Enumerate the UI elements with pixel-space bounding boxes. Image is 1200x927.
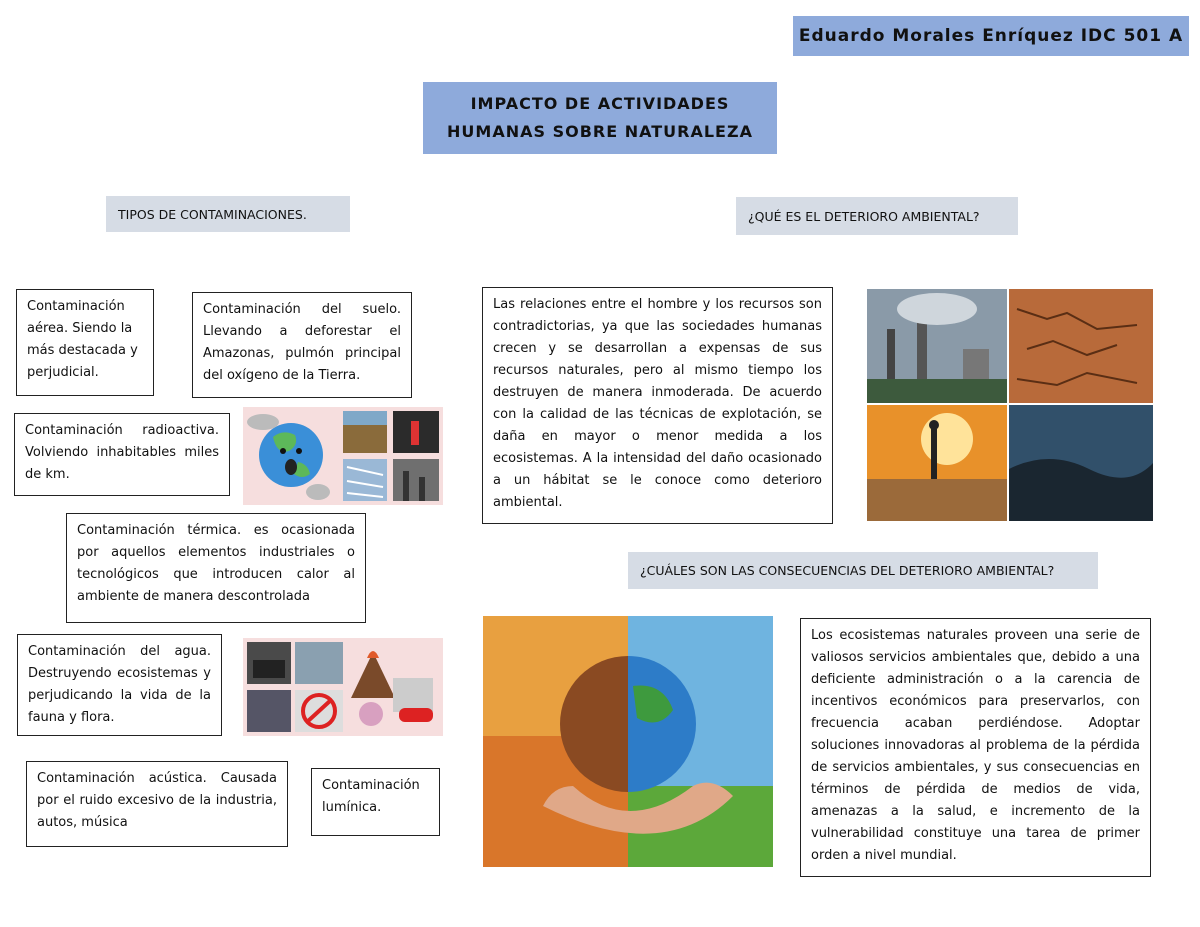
page-title	[423, 82, 777, 154]
text-deterioro: Las relaciones entre el hombre y los recursos son contradictorias, ya que las sociedades humanas crecen y se desarrollan a expensas de sus recursos naturales, pero al mismo tiempo los destruyen de manera inmoderada. De acuerdo con la calidad de las técnicas de explotación, se daña en mayor o menor medida a los ecosistemas. A la intensidad del daño ocasionado a un hábitat se le conoce como deterioro ambiental.	[493, 297, 822, 510]
box-aerea	[16, 289, 154, 396]
pollution-collage-image	[243, 407, 443, 505]
section-consecuencias-label: ¿CUÁLES SON LAS CONSECUENCIAS DEL DETERIORO AMBIENTAL?	[640, 563, 1055, 578]
text-suelo: Contaminación del suelo. Llevando a deforestar el Amazonas, pulmón principal del oxígeno de la Tierra.	[203, 302, 401, 383]
section-consecuencias	[628, 552, 1098, 589]
text-aerea: Contaminación aérea. Siendo la más destacada y perjudicial.	[27, 299, 138, 380]
title-line-2: HUMANAS SOBRE NATURALEZA	[447, 122, 753, 141]
section-deterioro-label: ¿QUÉ ES EL DETERIORO AMBIENTAL?	[748, 208, 980, 224]
author-name: Eduardo Morales Enríquez IDC 501 A	[798, 26, 1184, 46]
box-deterioro	[482, 287, 833, 524]
earth-hands-image	[483, 616, 773, 867]
box-suelo	[192, 292, 412, 398]
author-banner	[793, 16, 1189, 56]
box-luminica	[311, 768, 440, 836]
box-consecuencias	[800, 618, 1151, 877]
box-radioactiva	[14, 413, 230, 496]
water-pollution-collage-image	[243, 638, 443, 736]
box-agua	[17, 634, 222, 736]
text-radioactiva: Contaminación radioactiva. Volviendo inhabitables miles de km.	[25, 423, 219, 482]
title-line-1: IMPACTO DE ACTIVIDADES	[470, 94, 730, 113]
text-termica: Contaminación térmica. es ocasionada por aquellos elementos industriales o tecnológicos que introducen calor al ambiente de manera descontrolada	[77, 523, 355, 604]
text-acustica: Contaminación acústica. Causada por el ruido excesivo de la industria, autos, música	[37, 771, 277, 830]
text-luminica: Contaminación lumínica.	[322, 778, 420, 815]
text-consecuencias: Los ecosistemas naturales proveen una serie de valiosos servicios ambientales que, debido a una deficiente administración o a la carencia de incentivos económicos para preservarlos, con frecuencia acaban perdiéndose. Adoptar soluciones innovadoras al problema de la pérdida de servicios ambientales, y sus consecuencias en términos de pérdida de medios de vida, amenazas a la salud, e incremento de la vulnerabilidad constituye una tarea de primer orden a nivel mundial.	[811, 628, 1140, 863]
deterioration-grid-image	[867, 289, 1153, 521]
box-termica	[66, 513, 366, 623]
section-deterioro	[736, 197, 1018, 235]
section-tipos-label: TIPOS DE CONTAMINACIONES.	[118, 206, 307, 222]
text-agua: Contaminación del agua. Destruyendo ecosistemas y perjudicando la vida de la fauna y flora.	[28, 644, 211, 725]
box-acustica	[26, 761, 288, 847]
section-tipos	[106, 196, 350, 232]
